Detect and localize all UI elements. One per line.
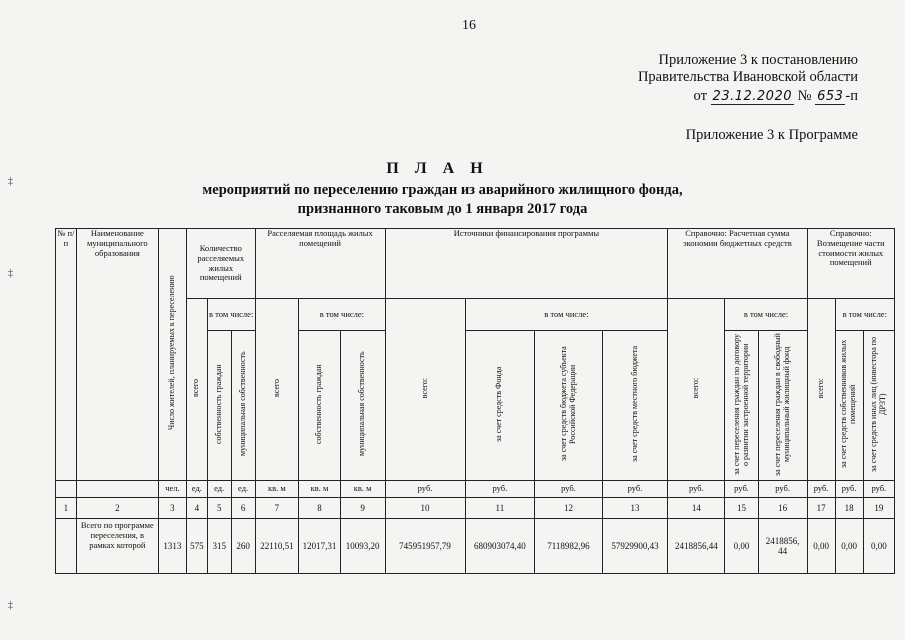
table-cell: 0,00 — [725, 519, 758, 574]
header-line-4: Приложение 3 к Программе — [685, 127, 858, 143]
unit-cell: руб. — [835, 481, 863, 498]
header-date-line — [694, 88, 858, 105]
unit-cell: кв. м — [299, 481, 341, 498]
date-value: 23.12.2020 — [712, 89, 792, 104]
col-fund: за счет средств Фонда — [465, 331, 535, 481]
column-number-cell: 18 — [835, 498, 863, 519]
table-cell: 260 — [231, 519, 255, 574]
unit-cell: кв. м — [255, 481, 299, 498]
comp-total: всего: — [807, 299, 835, 481]
col-municipal-ownership-qty: муниципальная собственность — [231, 331, 255, 481]
col-local-budget: за счет средств местного бюджета — [602, 331, 667, 481]
unit-cell: ед. — [207, 481, 231, 498]
table-cell — [56, 519, 77, 574]
unit-cell: кв. м — [340, 481, 385, 498]
number-value: 653 — [817, 89, 844, 104]
header-name: Наименование муниципального образования — [76, 229, 158, 481]
unit-cell — [56, 481, 77, 498]
column-number-cell: 3 — [158, 498, 186, 519]
table-cell: 0,00 — [835, 519, 863, 574]
header-area: Расселяемая площадь жилых помещений — [255, 229, 385, 299]
table-cell: 2418856,44 — [668, 519, 725, 574]
scan-mark: ‡ — [8, 268, 13, 279]
col-municipal-ownership-area: муниципальная собственность — [340, 331, 385, 481]
unit-cell: чел. — [158, 481, 186, 498]
col-citizen-ownership-area: собственность граждан — [299, 331, 341, 481]
number-suffix: -п — [845, 88, 858, 104]
unit-cell: руб. — [863, 481, 894, 498]
col-citizen-ownership-qty: собственность граждан — [207, 331, 231, 481]
col-econ-municipal-fund: за счет переселения граждан в свободный муниципальный жилищный фонд — [758, 331, 807, 481]
column-number-cell: 16 — [758, 498, 807, 519]
sources-total: всего: — [385, 299, 465, 481]
column-number-cell: 12 — [535, 498, 603, 519]
col-comp-investors: за счет средств иных лиц (инвестора по ДРЗТ) — [863, 331, 894, 481]
qty-in-that: в том числе: — [207, 299, 255, 331]
unit-cell: руб. — [758, 481, 807, 498]
table-cell: 7118982,96 — [535, 519, 603, 574]
column-number-cell: 10 — [385, 498, 465, 519]
number-sign: № — [797, 88, 812, 104]
unit-cell: ед. — [186, 481, 207, 498]
header-line-2: Правительства Ивановской области — [637, 69, 858, 85]
table-cell: 745951957,79 — [385, 519, 465, 574]
table-cell: 57929900,43 — [602, 519, 667, 574]
column-number-cell: 11 — [465, 498, 535, 519]
plan-table — [55, 228, 895, 574]
column-number-cell: 14 — [668, 498, 725, 519]
column-number-cell: 6 — [231, 498, 255, 519]
page-number: 16 — [462, 18, 476, 33]
econ-total: всего: — [668, 299, 725, 481]
table-cell: 315 — [207, 519, 231, 574]
header-quantity: Количество расселяемых жилых помещений — [186, 229, 255, 299]
table-cell: 680903074,40 — [465, 519, 535, 574]
header-line-1: Приложение 3 к постановлению — [658, 52, 858, 68]
column-number-cell: 2 — [76, 498, 158, 519]
table-cell: 0,00 — [863, 519, 894, 574]
header-residents: Число жителей, планируемых к переселению — [158, 229, 186, 481]
header-compensation: Справочно: Возмещение части стоимости жилых помещений — [807, 229, 894, 299]
column-number-cell: 9 — [340, 498, 385, 519]
header-no: № п/п — [56, 229, 77, 481]
table-cell: Всего по программе переселения, в рамках которой — [76, 519, 158, 574]
area-in-that: в том числе: — [299, 299, 385, 331]
document-title: П Л А Н — [386, 160, 489, 177]
column-number-cell: 17 — [807, 498, 835, 519]
units-row — [56, 481, 895, 498]
econ-in-that: в том числе: — [725, 299, 807, 331]
col-comp-owners: за счет средств собственников жилых помещений — [835, 331, 863, 481]
unit-cell: руб. — [385, 481, 465, 498]
unit-cell — [76, 481, 158, 498]
column-number-cell: 15 — [725, 498, 758, 519]
column-number-cell: 8 — [299, 498, 341, 519]
table-cell: 10093,20 — [340, 519, 385, 574]
column-number-cell: 4 — [186, 498, 207, 519]
unit-cell: руб. — [535, 481, 603, 498]
unit-cell: руб. — [668, 481, 725, 498]
table-cell: 22110,51 — [255, 519, 299, 574]
col-econ-development: за счет переселения граждан по договору о развитии застроенной территории — [725, 331, 758, 481]
column-number-cell: 7 — [255, 498, 299, 519]
table-cell: 575 — [186, 519, 207, 574]
qty-total: всего — [186, 299, 207, 481]
area-total: всего — [255, 299, 299, 481]
document-subtitle-1: мероприятий по переселению граждан из аварийного жилищного фонда, — [202, 182, 683, 198]
unit-cell: руб. — [807, 481, 835, 498]
table-row — [56, 519, 895, 574]
header-sources: Источники финансирования программы — [385, 229, 668, 299]
title-block — [0, 160, 905, 218]
scan-mark: ‡ — [8, 600, 13, 611]
unit-cell: руб. — [465, 481, 535, 498]
table-cell: 1313 — [158, 519, 186, 574]
col-subject-budget: за счет средств бюджета субъекта Российской Федерации — [535, 331, 603, 481]
unit-cell: ед. — [231, 481, 255, 498]
column-number-cell: 13 — [602, 498, 667, 519]
document-subtitle-2: признанного таковым до 1 января 2017 года — [297, 201, 588, 217]
column-number-cell: 1 — [56, 498, 77, 519]
unit-cell: руб. — [602, 481, 667, 498]
sources-in-that: в том числе: — [465, 299, 668, 331]
column-number-cell: 5 — [207, 498, 231, 519]
date-prefix: от — [693, 88, 707, 104]
unit-cell: руб. — [725, 481, 758, 498]
table-cell: 0,00 — [807, 519, 835, 574]
table-cell: 2418856, 44 — [758, 519, 807, 574]
scan-mark: ‡ — [8, 176, 13, 187]
numbers-row — [56, 498, 895, 519]
table-cell: 12017,31 — [299, 519, 341, 574]
column-number-cell: 19 — [863, 498, 894, 519]
comp-in-that: в том числе: — [835, 299, 894, 331]
header-economy: Справочно: Расчетная сумма экономии бюджетных средств — [668, 229, 807, 299]
